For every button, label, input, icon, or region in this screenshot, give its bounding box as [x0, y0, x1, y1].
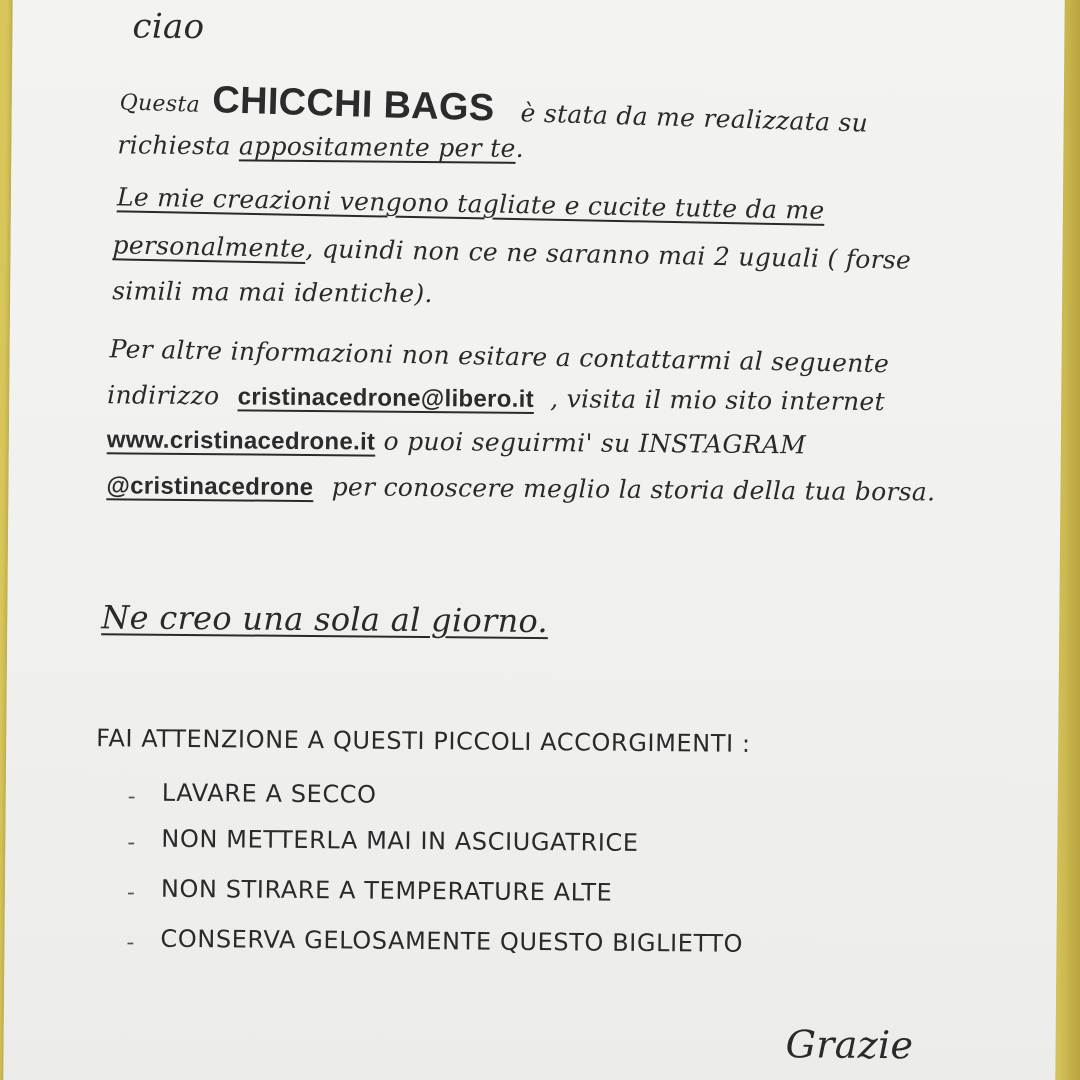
instagram-link[interactable]: @cristinacedrone [106, 472, 314, 502]
signoff: Grazie [785, 1022, 914, 1068]
list-dash: - [126, 880, 135, 906]
paragraph2-line-1: Le mie creazioni vengono tagliate e cucite tutte da me [116, 182, 825, 225]
care-heading: FAI ATTENZIONE A QUESTI PICCOLI ACCORGIMENTI : [96, 724, 751, 758]
paragraph2-line-3: simili ma mai identiche). [112, 276, 433, 309]
brand-name: CHICCHI BAGS [211, 79, 496, 130]
contact-line-2 [107, 380, 885, 417]
greeting: ciao [132, 6, 205, 48]
care-item-1: LAVARE A SECCO [161, 778, 377, 809]
list-dash: - [126, 930, 135, 956]
contact-indirizzo: indirizzo [107, 380, 220, 411]
intro-questa: Questa [119, 90, 201, 118]
website-link[interactable]: www.cristinacedrone.it [106, 426, 376, 456]
care-item-3: NON STIRARE A TEMPERATURE ALTE [160, 874, 613, 907]
intro-period: . [515, 133, 525, 163]
intro-appositamente: appositamente per te [238, 131, 516, 163]
list-dash: - [127, 830, 136, 856]
intro-line-2 [117, 130, 524, 163]
contact-line-2-rest: , visita il mio sito internet [550, 384, 886, 417]
care-item-2: NON METTERLA MAI IN ASCIUGATRICE [161, 824, 639, 857]
paragraph2-personalmente: personalmente [112, 230, 306, 264]
contact-line-4-rest: per conoscere meglio la storia della tua borsa. [331, 472, 936, 507]
contact-line-3-rest: o puoi seguirmi' su INSTAGRAM [383, 426, 807, 460]
paragraph2-line-2 [112, 230, 911, 274]
contact-line-1: Per altre informazioni non esitare a contattarmi al seguente [109, 334, 890, 379]
intro-richiesta: richiesta [117, 130, 231, 161]
intro-rest: è stata da me realizzata su [520, 98, 869, 138]
care-item-4: CONSERVA GELOSAMENTE QUESTO BIGLIETTO [160, 924, 744, 958]
contact-line-3 [107, 424, 807, 460]
paragraph2-line-2-rest: , quindi non ce ne saranno mai 2 uguali ( forse [305, 234, 912, 275]
note-card [3, 0, 1065, 1080]
email-link[interactable]: cristinacedrone@libero.it [237, 383, 535, 413]
list-dash: - [127, 784, 136, 810]
highlight-text: Ne creo una sola al giorno. [101, 598, 549, 641]
contact-line-4 [106, 470, 935, 507]
